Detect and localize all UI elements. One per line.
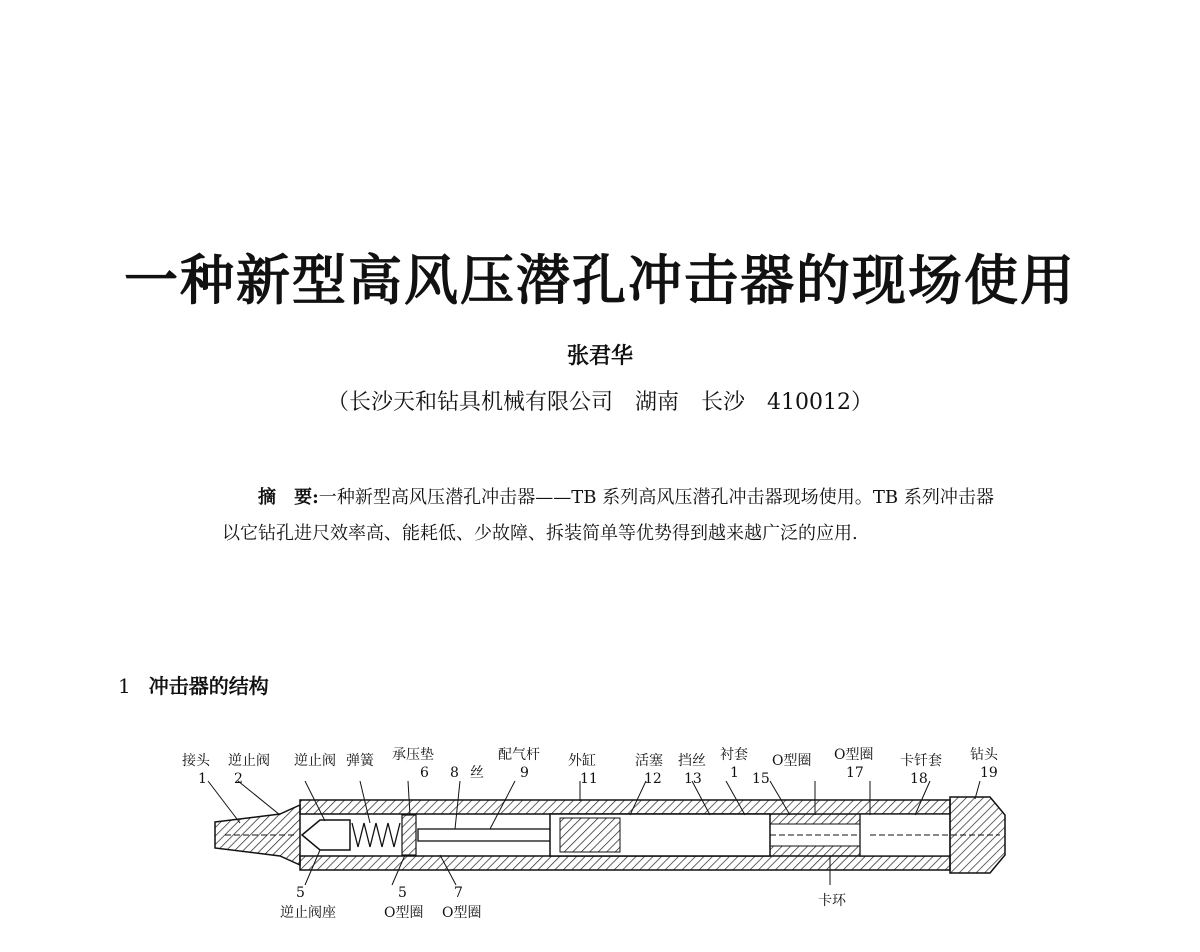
pressure-pad: [402, 815, 416, 855]
label-retainer: 挡丝: [678, 753, 706, 769]
label-piston-num: 12: [644, 771, 662, 787]
label-connector: 接头: [182, 753, 210, 769]
label-eight-num: 8: [450, 765, 459, 781]
abstract: [222, 480, 994, 552]
label-pressure-pad-num: 6: [420, 765, 429, 781]
label-check-valve-num: 2: [234, 771, 243, 787]
section-title: 冲击器的结构: [148, 674, 269, 698]
label-check-valve: 逆止阀: [228, 753, 270, 769]
bottom-labels: [280, 885, 847, 921]
label-bushing: 衬套: [720, 747, 748, 763]
author-name: 张君华: [566, 344, 633, 369]
label-bushing-num: 1: [730, 765, 739, 781]
abstract-text: 一种新型高风压潜孔冲击器——TB 系列高风压潜孔冲击器现场使用。TB 系列冲击器以它钻孔进尺效率高、能耗低、少故障、拆装简单等优势得到越来越广泛的应用.: [222, 487, 994, 544]
label-chuck-num: 18: [910, 771, 928, 787]
label-check-valve-2: 逆止阀: [294, 753, 336, 769]
bushing: [770, 814, 860, 824]
hammer-structure-diagram: [170, 745, 1030, 925]
spring: [352, 823, 400, 847]
label-o-ring-c: O型圈: [384, 905, 424, 921]
label-valve-seat: 逆止阀座: [280, 905, 336, 921]
label-o-ring-d-num: 7: [454, 885, 463, 901]
label-fifteen-num: 15: [752, 771, 770, 787]
label-drill-bit-num: 19: [980, 765, 998, 781]
paper-title: 一种新型高风压潜孔冲击器的现场使用: [124, 248, 1076, 312]
label-drill-bit: 钻头: [970, 747, 998, 763]
label-o-ring-b-num: 17: [846, 765, 864, 781]
label-o-ring-b: O型圈: [834, 747, 874, 763]
label-outer-cylinder: 外缸: [568, 753, 596, 769]
label-o-ring-d: O型圈: [442, 905, 482, 921]
label-o-ring-c-num: 5: [398, 885, 407, 901]
label-pressure-pad: 承压垫: [392, 747, 434, 763]
section-heading: [118, 670, 269, 699]
label-chuck: 卡钎套: [900, 753, 942, 769]
abstract-label: 摘 要:: [258, 487, 319, 508]
label-piston: 活塞: [635, 753, 663, 769]
label-valve-seat-num: 5: [296, 885, 305, 901]
label-o-ring-a: O型圈: [772, 753, 812, 769]
label-distributor-num: 9: [520, 765, 529, 781]
label-snap-ring: 卡环: [818, 893, 846, 909]
section-number: 1: [118, 674, 131, 698]
label-outer-cylinder-num: 11: [580, 771, 598, 787]
outer-cylinder-top: [300, 800, 950, 814]
check-valve: [302, 820, 350, 850]
label-distributor: 配气杆: [498, 747, 540, 763]
outer-cylinder-bottom: [300, 856, 950, 870]
hammer-body: [215, 797, 1005, 873]
label-spring: 弹簧: [346, 753, 374, 769]
top-labels: [182, 746, 999, 787]
label-thread: 丝: [470, 765, 484, 781]
author-affiliation: （长沙天和钻具机械有限公司 湖南 长沙 410012）: [327, 390, 873, 415]
label-retainer-num: 13: [684, 771, 702, 787]
label-connector-num: 1: [198, 771, 207, 787]
